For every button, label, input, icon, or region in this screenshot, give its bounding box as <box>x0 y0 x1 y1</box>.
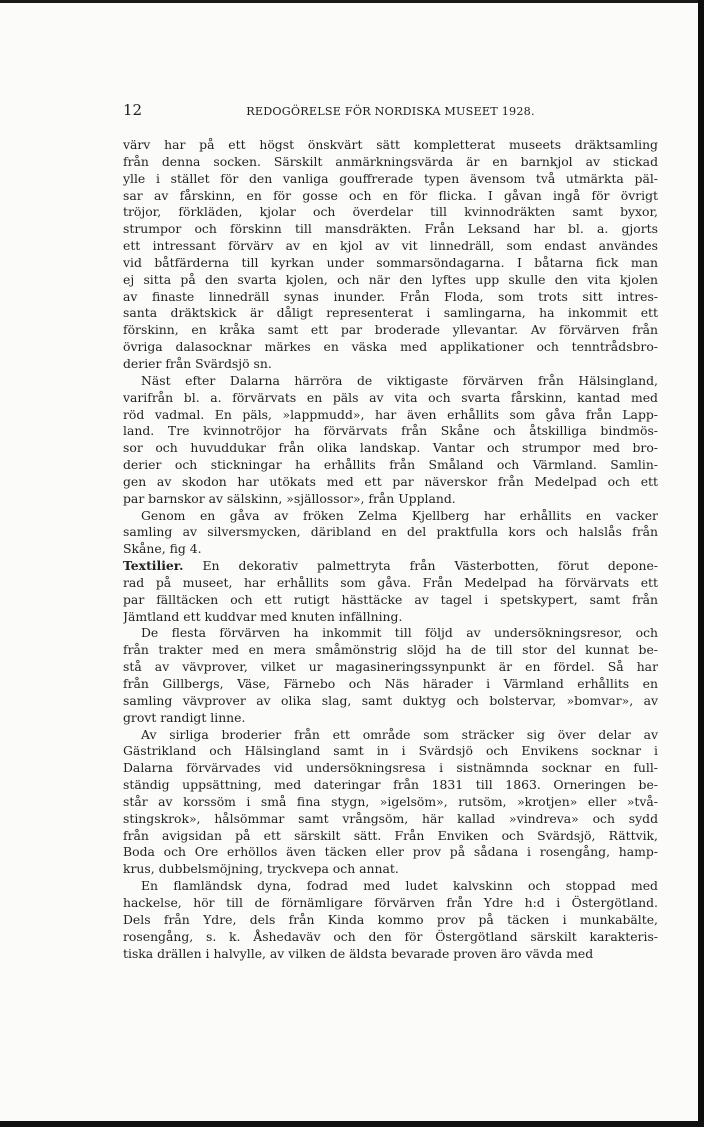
line-text: En dekorativ palmettryta från Västerbotten, förut depone- <box>183 558 658 574</box>
line-text: De flesta förvärven ha inkommit till följd av undersökningsresor, och <box>141 625 658 641</box>
text-line <box>123 457 658 474</box>
line-text: från avigsidan på ett särskilt sätt. Från Enviken och Svärdsjö, Rättvik, <box>123 827 658 843</box>
line-text: samling av silversmycken, däribland en del praktfulla kors och halslås från <box>123 524 658 540</box>
line-text: gen av skodon har utökats med ett par näverskor från Medelpad och ett <box>123 473 658 489</box>
text-line <box>123 642 658 659</box>
line-text: varifrån bl. a. förvärvats en päls av vita och svarta fårskinn, kantad med <box>123 389 658 405</box>
line-text: Av sirliga broderier från ett område som sträcker sig över delar av <box>141 726 658 742</box>
text-line <box>123 524 658 541</box>
text-line <box>123 625 658 642</box>
text-line <box>123 491 658 508</box>
line-text: Skåne, fig 4. <box>123 541 202 557</box>
text-line <box>123 221 658 238</box>
text-line <box>123 929 658 946</box>
text-line <box>123 356 658 373</box>
line-text: vid båtfärderna till kyrkan under sommarsöndagarna. I båtarna fick man <box>123 254 658 270</box>
line-text: från trakter med en mera småmönstrig slöjd ha de till stor del kunnat be- <box>123 642 658 658</box>
text-line <box>123 710 658 727</box>
line-text: Gästrikland och Hälsingland samt in i Svärdsjö och Envikens socknar i <box>123 743 658 759</box>
line-text: ett intressant förvärv av en kjol av vit linnedräll, som endast användes <box>123 238 658 254</box>
text-line <box>123 912 658 929</box>
text-line <box>123 676 658 693</box>
line-text: derier från Svärdsjö sn. <box>123 355 272 371</box>
text-line <box>123 878 658 895</box>
text-line <box>123 693 658 710</box>
text-line <box>123 188 658 205</box>
line-text: land. Tre kvinnotröjor ha förvärvats från Skåne och åtskilliga bindmös- <box>123 423 658 439</box>
page-header <box>123 101 658 121</box>
line-text: Dalarna förvärvades vid undersökningsresa i sistnämnda socknar en full- <box>123 760 658 776</box>
line-text: Genom en gåva av fröken Zelma Kjellberg har erhållits en vacker <box>141 507 658 523</box>
line-text: Näst efter Dalarna härröra de viktigaste förvärven från Hälsingland, <box>141 372 658 388</box>
text-line <box>123 255 658 272</box>
line-text: värv har på ett högst önskvärt sätt kompletterat museets dräktsamling <box>123 137 658 152</box>
scan-edge-right <box>698 0 704 1127</box>
text-line <box>123 828 658 845</box>
text-line <box>123 777 658 794</box>
line-text: ej sitta på den svarta kjolen, och när den lyftes upp skulle den vita kjolen <box>123 271 658 287</box>
text-line <box>123 154 658 171</box>
scan-edge-bottom <box>0 1121 704 1127</box>
scan-edge-top <box>0 0 704 3</box>
line-text: röd vadmal. En päls, »lappmudd», har även erhållits som gåva från Lapp- <box>123 406 658 422</box>
line-text: strumpor och förskinn till mansdräkten. Från Leksand har bl. a. gjorts <box>123 221 658 237</box>
line-text: santa dräktskick är dåligt representerat i samlingarna, ha inkommit ett <box>123 305 658 321</box>
line-text: av finaste linnedräll synas inunder. Från Floda, som trots sitt intres- <box>123 288 658 304</box>
text-line <box>123 541 658 558</box>
section-heading: Textilier. <box>123 558 184 574</box>
line-text: rad på museet, har erhållits som gåva. Från Medelpad ha förvärvats ett <box>123 574 658 590</box>
line-text: derier och stickningar ha erhållits från Småland och Värmland. Samlin- <box>123 457 658 473</box>
line-text: Dels från Ydre, dels från Kinda kommo prov på täcken i munkabälte, <box>123 911 658 927</box>
line-text: stingskrok», hålsömmar samt vrångsöm, här kallad »vindreva» och sydd <box>123 810 658 826</box>
line-text: En flamländsk dyna, fodrad med ludet kalvskinn och stoppad med <box>141 878 658 894</box>
line-text: samling vävprover av olika slag, samt duktyg och bolstervar, »bomvar», av <box>123 692 658 708</box>
text-line <box>123 373 658 390</box>
text-line <box>123 423 658 440</box>
text-line <box>123 743 658 760</box>
text-line <box>123 760 658 777</box>
text-line <box>123 895 658 912</box>
line-text: krus, dubbelsmöjning, tryckvepa och annat. <box>123 861 399 877</box>
text-line <box>123 204 658 221</box>
text-line <box>123 305 658 322</box>
line-text: ständig uppsättning, med dateringar från 1831 till 1863. Orneringen be- <box>123 777 658 793</box>
line-text: tröjor, förkläden, kjolar och överdelar till kvinnodräkten samt byxor, <box>123 204 658 220</box>
text-line <box>123 322 658 339</box>
body-text <box>123 137 658 962</box>
line-text: Jämtland ett kuddvar med knuten infällning. <box>123 608 403 624</box>
running-title: REDOGÖRELSE FÖR NORDISKA MUSEET 1928. <box>246 105 535 118</box>
line-text: par barnskor av sälskinn, »själlossor», från Uppland. <box>123 490 456 506</box>
line-text: Boda och Ore erhöllos även täcken eller prov på sådana i rosengång, hamp- <box>123 844 658 860</box>
text-line <box>123 440 658 457</box>
text-line <box>123 727 658 744</box>
text-line <box>123 238 658 255</box>
text-line <box>123 272 658 289</box>
page-number: 12 <box>123 101 143 119</box>
text-line <box>123 609 658 626</box>
text-line <box>123 794 658 811</box>
line-text: sar av fårskinn, en för gosse och en för flicka. I gåvan ingå för övrigt <box>123 187 658 203</box>
text-line <box>123 289 658 306</box>
line-text: hackelse, hör till de förnämligare förvärven från Ydre h:d i Östergötland. <box>123 894 658 910</box>
text-line <box>123 171 658 188</box>
line-text: står av korssöm i små fina stygn, »igelsöm», rutsöm, »krotjen» eller »två- <box>123 793 658 809</box>
text-line <box>123 575 658 592</box>
line-text: grovt randigt linne. <box>123 709 246 725</box>
line-text: par fälltäcken och ett rutigt hästtäcke av tagel i spetskypert, samt från <box>123 591 658 607</box>
line-text: sor och huvuddukar från olika landskap. Vantar och strumpor med bro- <box>123 440 658 456</box>
text-line <box>123 811 658 828</box>
text-line <box>123 474 658 491</box>
text-line <box>123 508 658 525</box>
text-line <box>123 137 658 154</box>
line-text: stå av vävprover, vilket ur magasineringssynpunkt är en fördel. Så har <box>123 659 658 675</box>
text-line <box>123 659 658 676</box>
text-line <box>123 946 658 963</box>
text-line <box>123 390 658 407</box>
line-text: ylle i stället för den vanliga gouffrerade typen ävensom två utmärkta päl- <box>123 170 658 186</box>
line-text: från denna socken. Särskilt anmärkningsvärda är en barnkjol av stickad <box>123 153 658 169</box>
text-line <box>123 592 658 609</box>
text-line <box>123 407 658 424</box>
text-line <box>123 558 658 575</box>
line-text: rosengång, s. k. Åshedaväv och den för Östergötland särskilt karakteris- <box>123 928 658 944</box>
line-text: tiska drällen i halvylle, av vilken de äldsta bevarade proven äro vävda med <box>123 945 594 961</box>
text-line <box>123 339 658 356</box>
text-line <box>123 861 658 878</box>
line-text: övriga dalasocknar märkes en väska med applikationer och tenntrådsbro- <box>123 339 658 355</box>
text-line <box>123 844 658 861</box>
line-text: förskinn, en kråka samt ett par broderade yllevantar. Av förvärven från <box>123 322 658 338</box>
line-text: från Gillbergs, Väse, Färnebo och Näs härader i Värmland erhållits en <box>123 676 658 691</box>
